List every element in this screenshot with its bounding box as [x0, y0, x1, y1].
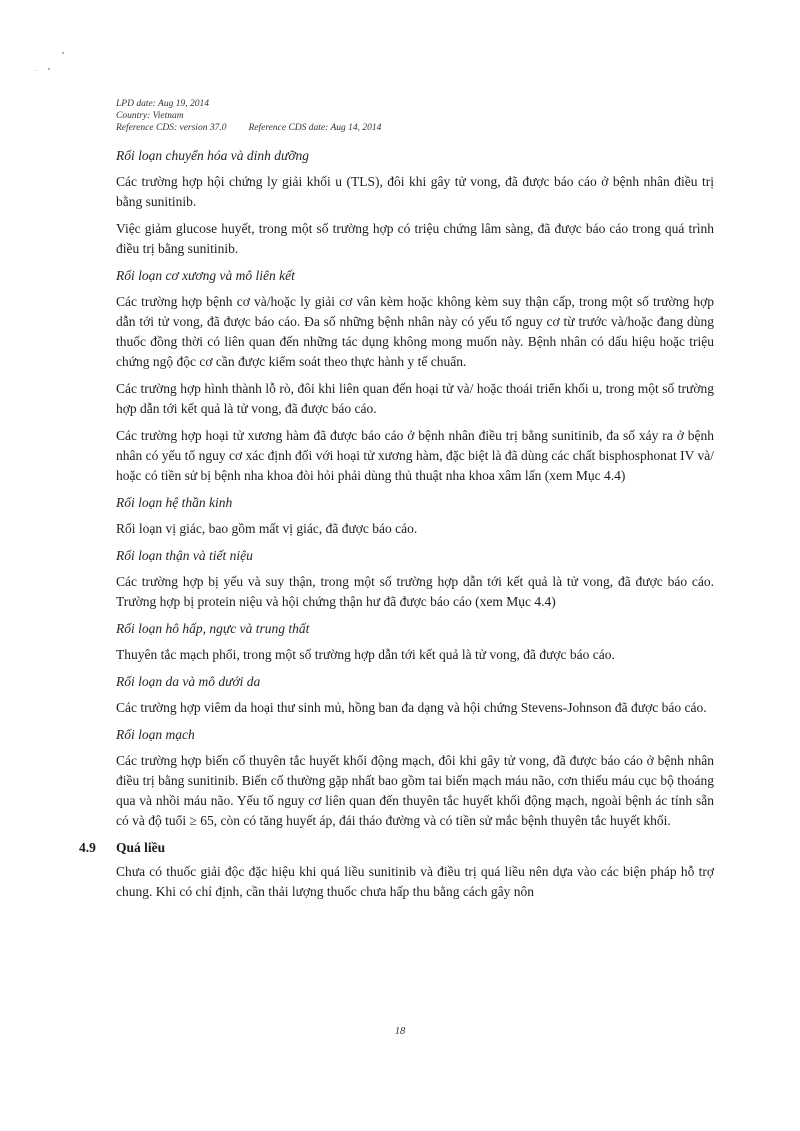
reference-cds-version: Reference CDS: version 37.0 — [116, 123, 227, 133]
reference-cds-date: Reference CDS date: Aug 14, 2014 — [248, 123, 382, 133]
section-number: 4.9 — [79, 840, 96, 855]
paragraph: Các trường hợp hình thành lỗ rò, đôi khi liên quan đến hoại tử và/ hoặc thoái triển khối u, trong một số trường hợp dẫn tới kết quả là tử vong, đã được báo cáo. — [116, 381, 714, 416]
country: Country: Vietnam — [116, 111, 184, 121]
lpd-date: LPD date: Aug 19, 2014 — [116, 99, 209, 109]
paragraph: Rối loạn vị giác, bao gồm mất vị giác, đã được báo cáo. — [116, 521, 418, 536]
subheading-respiratory: Rối loạn hô hấp, ngực và trung thất — [116, 621, 310, 636]
paragraph: Các trường hợp bệnh cơ và/hoặc ly giải cơ vân kèm hoặc không kèm suy thận cấp, trong một số trường hợp dẫn tới tử vong, đã được báo cáo. Đa số những bệnh nhân này có yếu tố nguy cơ từ trước và/hoặc đang dùng thuốc đồng thời có liên quan đến những tác dụng không mong muốn này. Bệnh nhân có dấu hiệu hoặc triệu chứng ngộ độc cơ cần được kiểm soát theo thực hành y tế chuẩn. — [116, 294, 714, 369]
subheading-musculoskeletal: Rối loạn cơ xương và mô liên kết — [116, 268, 295, 283]
paragraph: Thuyên tắc mạch phổi, trong một số trường hợp dẫn tới kết quả là tử vong, đã được báo cáo. — [116, 647, 615, 662]
scan-speck — [62, 52, 64, 54]
subheading-renal: Rối loạn thận và tiết niệu — [116, 548, 253, 563]
document-body — [79, 146, 714, 909]
document-header — [116, 98, 381, 134]
paragraph: Chưa có thuốc giải độc đặc hiệu khi quá liều sunitinib và điều trị quá liều nên dựa vào các biện pháp hỗ trợ chung. Khi có chỉ định, cần thải lượng thuốc chưa hấp thu bằng cách gây nôn — [116, 864, 714, 899]
subheading-nervous-system: Rối loạn hệ thần kinh — [116, 495, 233, 510]
subheading-skin: Rối loạn da và mô dưới da — [116, 674, 261, 689]
scan-speck — [36, 70, 37, 71]
subheading-vascular: Rối loạn mạch — [116, 727, 195, 742]
subheading-metabolism: Rối loạn chuyển hóa và dinh dưỡng — [116, 148, 310, 163]
paragraph: Việc giảm glucose huyết, trong một số trường hợp có triệu chứng lâm sàng, đã được báo cáo trong quá trình điều trị bằng sunitinib. — [116, 221, 714, 256]
paragraph: Các trường hợp viêm da hoại thư sinh mủ, hồng ban đa dạng và hội chứng Stevens-Johnson đã được báo cáo. — [116, 700, 707, 715]
paragraph: Các trường hợp biến cố thuyên tắc huyết khối động mạch, đôi khi gây tử vong, đã được báo cáo ở bệnh nhân điều trị bằng sunitinib. Biến cố thường gặp nhất bao gồm tai biến mạch máu não, cơn thiếu máu cục bộ thoáng qua và nhồi máu não. Yếu tố nguy cơ liên quan đến thuyên tắc huyết khối động mạch, ngoài bệnh ác tính sẵn có và độ tuổi ≥ 65, còn có tăng huyết áp, đái tháo đường và có tiền sử mắc bệnh thuyên tắc huyết khối. — [116, 753, 714, 828]
scan-speck — [48, 68, 50, 70]
section-heading-overdose — [79, 838, 714, 858]
paragraph: Các trường hợp hội chứng ly giải khối u (TLS), đôi khi gây tử vong, đã được báo cáo ở bệnh nhân điều trị bằng sunitinib. — [116, 174, 714, 209]
section-title: Quá liều — [116, 840, 166, 855]
paragraph: Các trường hợp bị yếu và suy thận, trong một số trường hợp dẫn tới kết quả là tử vong, đã được báo cáo. Trường hợp bị protein niệu và hội chứng thận hư đã được báo cáo (xem Mục 4.4) — [116, 574, 714, 609]
paragraph: Các trường hợp hoại tử xương hàm đã được báo cáo ở bệnh nhân điều trị bằng sunitinib, đa số xảy ra ở bệnh nhân có yếu tố nguy cơ xác định đối với hoại tử xương hàm, đặc biệt là đã dùng các chất bisphosphonat IV và/ hoặc có tiền sử bị bệnh nha khoa đòi hỏi phải dùng thủ thuật nha khoa xâm lấn (xem Mục 4.4) — [116, 428, 714, 483]
page-number: 18 — [394, 1026, 406, 1037]
